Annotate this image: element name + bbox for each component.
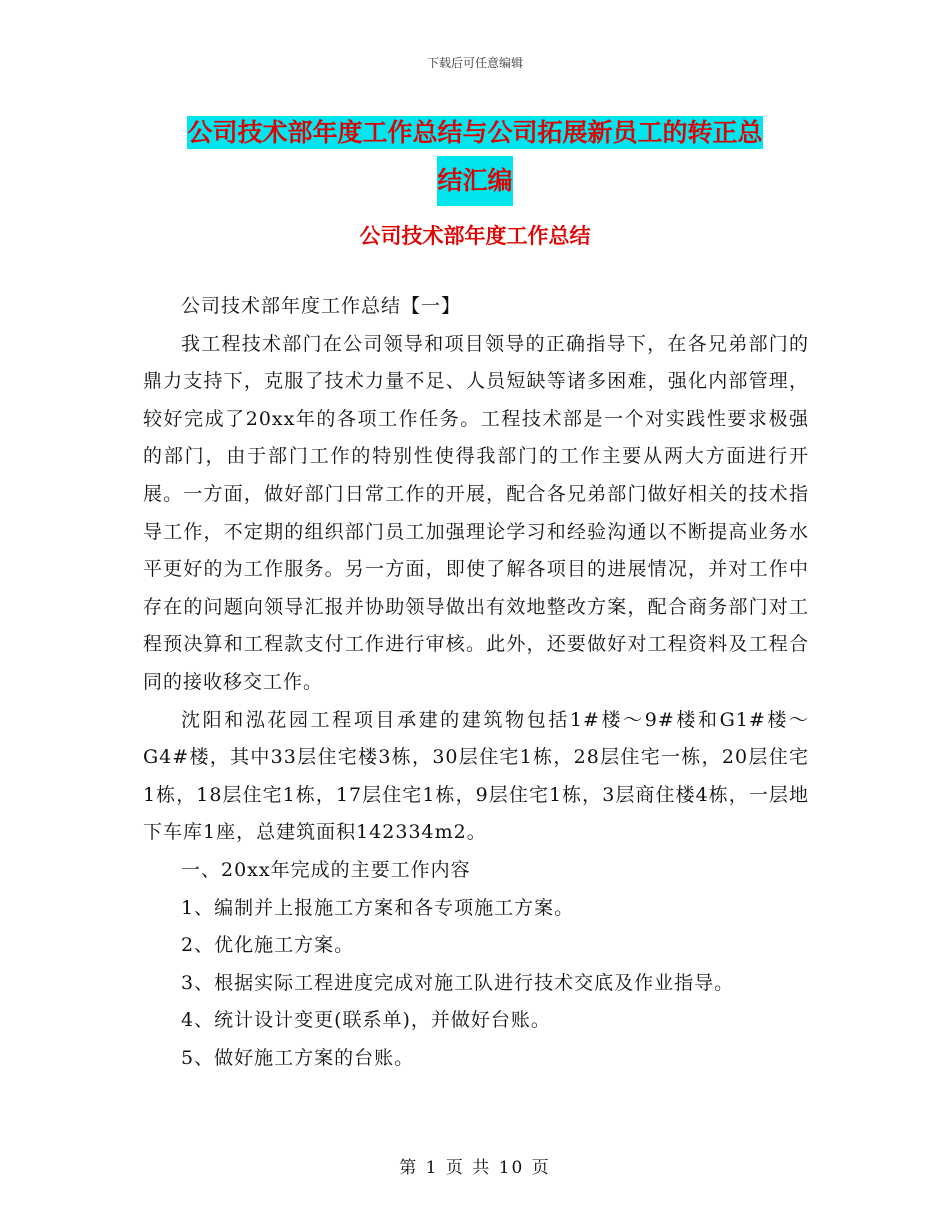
body-paragraph: 我工程技术部门在公司领导和项目领导的正确指导下，在各兄弟部门的鼎力支持下，克服了技术力量不足、人员短缺等诸多困难，强化内部管理，较好完成了20xx年的各项工作任务。工程技术部是一个对实践性要求极强的部门，由于部门工作的特别性使得我部门的工作主要从两大方面进行开展。一方面，做好部门日常工作的开展，配合各兄弟部门做好相关的技术指导工作，不定期的组织部门员工加强理论学习和经验沟通以不断提高业务水平更好的为工作服务。另一方面，即使了解各项目的进展情况，并对工作中存在的问题向领导汇报并协助领导做出有效地整改方案，配合商务部门对工程预决算和工程款支付工作进行审核。此外，还要做好对工程资料及工程合同的接收移交工作。 [143,332,809,693]
header-note: 下载后可任意编辑 [426,56,523,70]
list-item: 1、编制并上报施工方案和各专项施工方案。 [181,896,575,919]
document-title-line2: 结汇编 [437,156,512,206]
document-title-line1: 公司技术部年度工作总结与公司拓展新员工的转正总 [187,118,763,147]
list-heading: 一、20xx年完成的主要工作内容 [181,858,471,881]
list-item: 3、根据实际工程进度完成对施工队进行技术交底及作业指导。 [181,971,735,994]
list-item: 4、统计设计变更(联系单)，并做好台账。 [181,1009,551,1032]
document-title [0,110,950,206]
list-item: 2、优化施工方案。 [181,934,355,957]
subheading-paragraph: 公司技术部年度工作总结【一】 [181,295,462,317]
list-item: 5、做好施工方案的台账。 [181,1046,415,1069]
document-body [143,288,809,1077]
body-paragraph: 沈阳和泓花园工程项目承建的建筑物包括1#楼～9#楼和G1#楼～G4#楼，其中33层住宅楼3栋，30层住宅1栋，28层住宅一栋，20层住宅1栋，18层住宅1栋，17层住宅1栋，9层住宅1栋，3层商住楼4栋，一层地下车库1座，总建筑面积142334m2。 [143,708,809,844]
section-title: 公司技术部年度工作总结 [359,224,591,248]
page-number-footer: 第 1 页 共 10 页 [399,1158,551,1178]
